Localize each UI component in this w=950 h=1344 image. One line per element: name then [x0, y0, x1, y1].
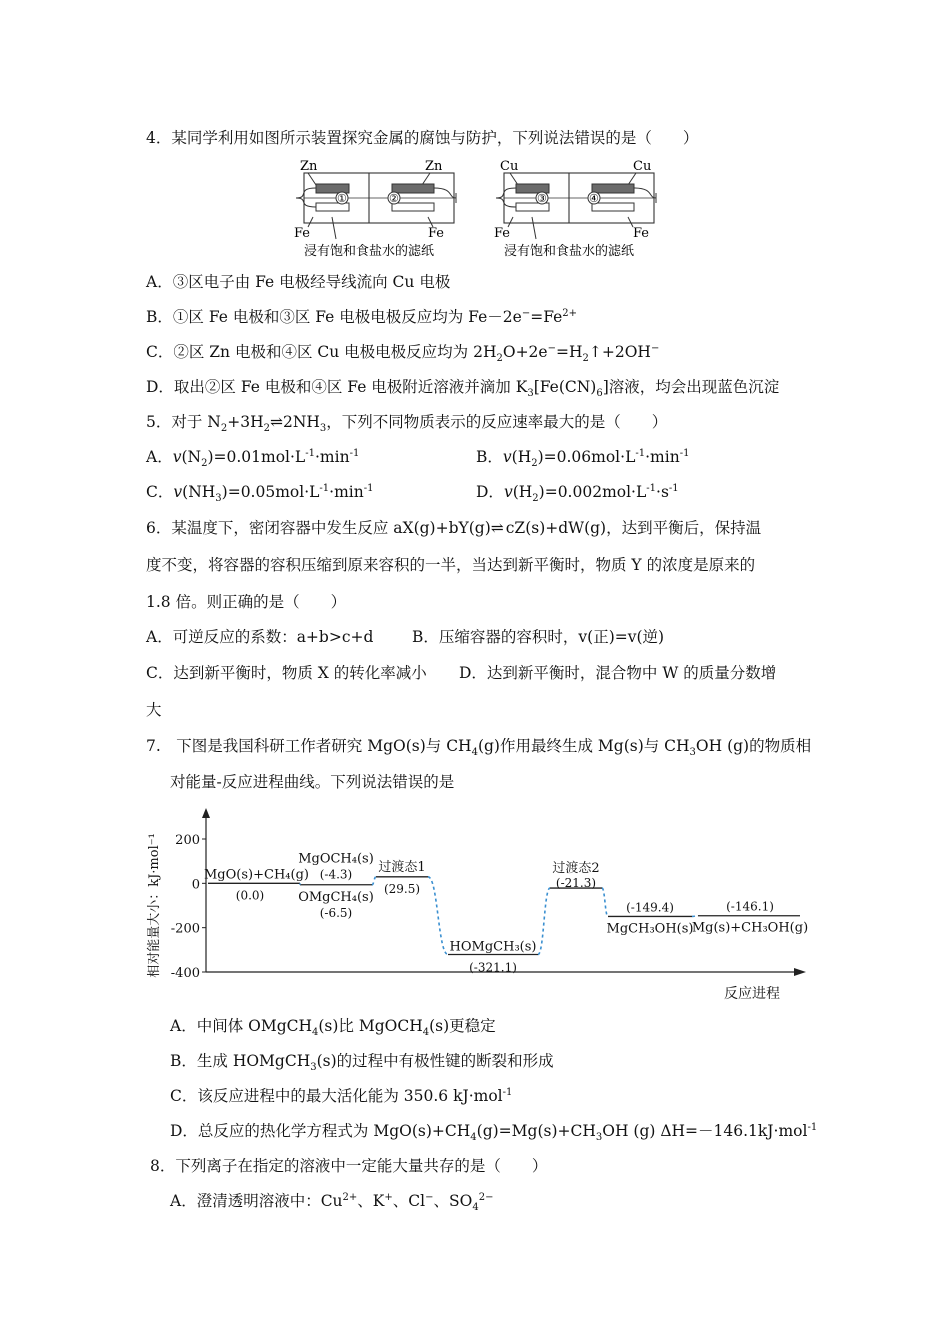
y-axis-label: 相对能量大小：kJ·mol⁻¹ [147, 833, 162, 978]
state-label: 过渡态1 [378, 859, 426, 875]
connector-4-5 [538, 888, 550, 954]
q6-stem-line1: 6．某温度下，密闭容器中发生反应 aX(g)+bY(g)⇌cZ(s)+dW(g)，达到平衡后，保持温 [146, 519, 762, 537]
state-label: Mg(s)+CH₃OH(g) [691, 920, 809, 936]
q4-option-d: D．取出②区 Fe 电极和④区 Fe 电极附近溶液并滴加 $K_3[Fe(CN)_6]$溶液，均会出现蓝色沉淀 [146, 378, 780, 400]
y-tick-label: -200 [170, 921, 200, 937]
q4-right-top-right-label: Cu [633, 159, 652, 174]
x-axis-label: 反应进程 [724, 986, 780, 1002]
state-label: MgO(s)+CH₄(g) [204, 867, 309, 883]
state-label: MgOCH₄(s) [298, 851, 374, 867]
q4-device-left [294, 159, 456, 259]
y-tick-label: 0 [191, 877, 200, 893]
state-value-label: (-4.3) [319, 867, 353, 882]
q8-option-a: A．澄清透明溶液中：$Cu^{2+}$、K+、Cl−、$SO_4^{2-}$ [170, 1191, 494, 1214]
q4-right-bottom-left-label: Fe [494, 226, 511, 241]
state-value-label: (-6.5) [319, 905, 353, 920]
q4-device-right [494, 159, 656, 259]
energy-profile-chart [140, 806, 820, 1006]
q6-option-d-continued: 大 [146, 701, 162, 719]
q4-left-bottom-right-label: Fe [428, 226, 445, 241]
q4-right-bottom-right-label: Fe [633, 226, 650, 241]
q7-stem-line2: 对能量-反应进程曲线。下列说法错误的是 [170, 773, 455, 791]
q4-option-c: C．②区 Zn 电极和④区 Cu 电极电极反应均为 $2H_2O+2e^-=H_2↑+2OH^-$ [146, 342, 660, 365]
q4-option-a: A．③区电子由 Fe 电极经导线流向 Cu 电极 [146, 273, 451, 291]
state-value-label: (-146.1) [726, 899, 774, 914]
y-tick-label: 200 [175, 833, 200, 848]
state-value-label: (-321.1) [469, 960, 517, 975]
state-value-label: (0.0) [235, 888, 265, 903]
connector-2-3 [372, 877, 376, 885]
equilibrium-arrow: ⇌ [490, 519, 506, 537]
state-label: 过渡态2 [552, 861, 600, 877]
q4-stem: 4．某同学利用如图所示装置探究金属的腐蚀与防护，下列说法错误的是（ ） [146, 129, 699, 147]
q6-option-c: C．达到新平衡时，物质 X 的转化率减小 [146, 664, 427, 682]
q4-left-caption: 浸有饱和食盐水的滤纸 [304, 244, 435, 259]
y-axis-arrow [202, 808, 210, 818]
state-label: HOMgCH₃(s) [449, 939, 537, 955]
q5-option-a: A．$v(N_2)=0.01mol\cdot L^{-1}\cdot\min^{-1}$ [146, 447, 360, 470]
q4-left-top-right-label: Zn [425, 159, 443, 174]
q4-left-n1: ① [337, 192, 347, 205]
x-axis-arrow [794, 968, 806, 976]
state-label: MgCH₃OH(s) [606, 921, 694, 937]
connector-3-4 [428, 877, 448, 955]
q4-option-b: B．①区 Fe 电极和③区 Fe 电极电极反应均为 $Fe-2e^-=Fe^{2+}$ [146, 307, 578, 326]
q7-option-a: A．中间体 OMgCH$_4$(s)比 MgOCH$_4$(s)更稳定 [170, 1017, 496, 1039]
q6-option-d: D．达到新平衡时，混合物中 W 的质量分数增 [459, 664, 777, 682]
q6-option-a: A．可逆反应的系数：a+b>c+d [146, 628, 374, 646]
q4-left-bottom-left-label: Fe [294, 226, 311, 241]
state-value-label: (-21.3) [555, 876, 597, 891]
q4-right-caption: 浸有饱和食盐水的滤纸 [504, 244, 635, 259]
connector-5-6 [602, 888, 608, 916]
q7-stem-line1: 7. 下图是我国科研工作者研究 MgO(s)与 $CH_4(g)$作用最终生成 Mg(s)与 $CH_3OH$ (g)的物质相 [146, 737, 812, 759]
connector-6-7 [692, 916, 698, 917]
y-tick-label: -400 [170, 966, 200, 981]
q5-option-b: B．$v(H_2)=0.06mol\cdot L^{-1}\cdot\min^{-1}$ [476, 447, 690, 470]
q7-option-c: C．该反应进程中的最大活化能为 350.6 kJ·mol$^{-1}$ [170, 1086, 513, 1105]
q5-option-d: D．$v(H_2)=0.002mol\cdot L^{-1}\cdot s^{-1}$ [476, 482, 679, 505]
q4-right-top-left-label: Cu [500, 159, 519, 174]
q7-option-d: D．总反应的热化学方程式为 $MgO(s)+CH_4(g)=Mg(s)+CH_3OH$ (g) ΔH=－146.1kJ·mol$^{-1}$ [170, 1121, 818, 1144]
state-value-label: (-149.4) [626, 900, 674, 915]
q8-stem: 8．下列离子在指定的溶液中一定能大量共存的是（ ） [150, 1157, 548, 1175]
q5-option-c: C．$v(NH_3)=0.05mol\cdot L^{-1}\cdot\min^{-1}$ [146, 482, 374, 505]
q7-option-b: B．生成 HOMgCH$_3$(s)的过程中有极性键的断裂和形成 [170, 1052, 554, 1074]
q5-stem: 5．对于 $N_2+3H_2\rightleftharpoons 2NH_3$，下列不同物质表示的反应速率最大的是（ ） [146, 413, 668, 435]
state-label: OMgCH₄(s) [298, 889, 374, 905]
state-value-label: (29.5) [383, 881, 421, 896]
q6-option-b: B．压缩容器的容积时，v(正)=v(逆) [412, 628, 665, 646]
q4-figure [288, 155, 668, 261]
q6-stem-line3: 1.8 倍。则正确的是（ ） [146, 593, 347, 611]
q6-stem-line2: 度不变，将容器的容积压缩到原来容积的一半，当达到新平衡时，物质 Y 的浓度是原来的 [146, 556, 756, 574]
q4-right-n2: ④ [589, 192, 599, 205]
q4-left-top-left-label: Zn [300, 159, 318, 174]
q4-left-n2: ② [389, 192, 399, 205]
q4-right-n1: ③ [537, 192, 547, 205]
